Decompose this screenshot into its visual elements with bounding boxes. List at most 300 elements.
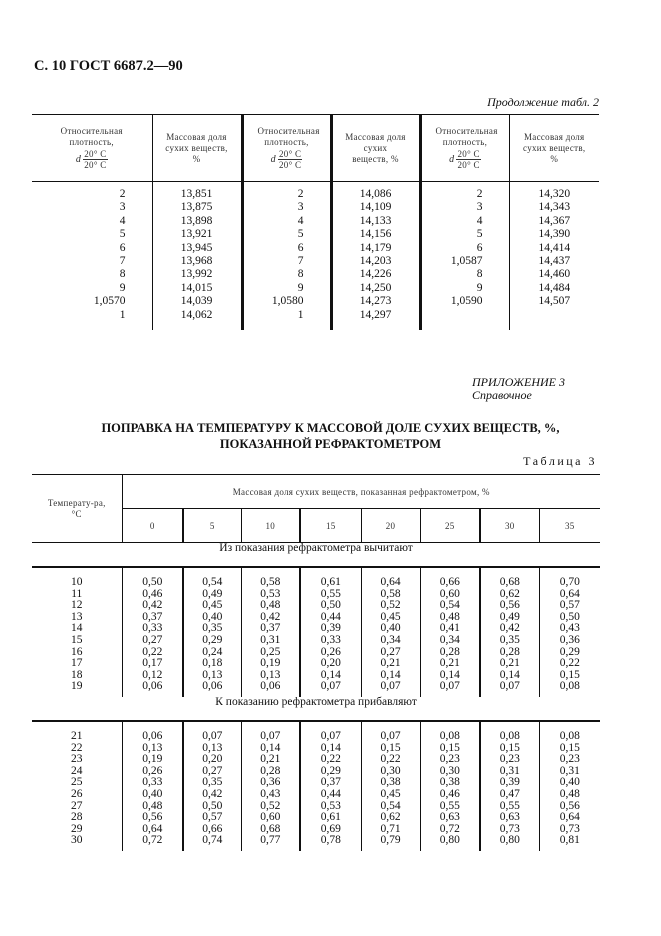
section-title: К показанию рефрактометра прибавляют <box>32 697 600 721</box>
temperature-cell: 10 <box>71 576 83 588</box>
mass-header <box>509 115 599 182</box>
continuation-label: Продолжение табл. 2 <box>487 95 599 109</box>
fraction-denominator: 20° C <box>278 160 302 170</box>
density-cell: 6 <box>119 241 126 254</box>
correction-cell: 0,48 <box>241 600 300 612</box>
column-header: 0 <box>122 509 183 543</box>
correction-cell: 0,71 <box>361 824 420 836</box>
table-row <box>32 754 600 766</box>
correction-cell: 0,40 <box>361 623 420 635</box>
column-header: 35 <box>539 509 600 543</box>
mass-cell: 13,851 <box>152 182 242 202</box>
table-row <box>32 268 599 281</box>
mass-cell: 13,968 <box>152 255 242 268</box>
correction-cell: 0,56 <box>539 801 600 813</box>
mass-cell: 14,226 <box>331 268 420 281</box>
temperature-fraction <box>83 149 107 170</box>
correction-cell: 0,14 <box>480 670 539 682</box>
density-cell: 9 <box>242 282 331 295</box>
temperature-cell: 23 <box>71 753 83 766</box>
density-header <box>32 115 152 182</box>
correction-cell: 0,15 <box>539 743 600 755</box>
temperature-cell: 16 <box>71 645 83 658</box>
density-cell: 1,0570 <box>93 295 126 308</box>
correction-cell: 0,39 <box>300 623 361 635</box>
mass-cell: 13,898 <box>152 215 242 228</box>
correction-cell: 0,22 <box>300 754 361 766</box>
correction-cell: 0,23 <box>539 754 600 766</box>
mass-cell: 14,414 <box>509 242 599 255</box>
mass-cell: 14,507 <box>509 295 599 308</box>
column-header: 30 <box>480 509 539 543</box>
correction-cell: 0,17 <box>122 658 183 670</box>
correction-cell: 0,25 <box>241 647 300 659</box>
correction-cell: 0,35 <box>183 777 241 789</box>
mass-cell: 14,109 <box>331 201 420 214</box>
temperature-cell: 17 <box>71 657 83 670</box>
column-header: 5 <box>183 509 241 543</box>
temperature-cell: 21 <box>71 729 83 742</box>
correction-cell: 0,80 <box>420 835 480 851</box>
table-row <box>32 255 599 268</box>
temperature-cell: 28 <box>71 811 83 824</box>
appendix-title <box>0 420 661 452</box>
density-cell: 1 <box>242 309 331 330</box>
density-cell: 8 <box>420 268 509 281</box>
correction-cell: 0,07 <box>300 681 361 697</box>
table-row <box>32 721 600 743</box>
section-title: Из показания рефрактометра вычитают <box>32 543 600 568</box>
correction-cell: 0,50 <box>122 567 183 589</box>
correction-cell: 0,33 <box>300 635 361 647</box>
correction-cell: 0,14 <box>420 670 480 682</box>
correction-cell: 0,61 <box>300 812 361 824</box>
mass-cell: 13,992 <box>152 268 242 281</box>
correction-cell: 0,19 <box>122 754 183 766</box>
correction-cell: 0,27 <box>361 647 420 659</box>
density-cell: 9 <box>119 281 126 294</box>
correction-cell: 0,07 <box>300 721 361 743</box>
correction-cell: 0,22 <box>361 754 420 766</box>
correction-cell: 0,07 <box>183 721 241 743</box>
correction-cell: 0,68 <box>241 824 300 836</box>
correction-cell: 0,80 <box>480 835 539 851</box>
density-cell: 3 <box>420 201 509 214</box>
temperature-cell: 14 <box>71 622 83 635</box>
density-cell: 4 <box>242 215 331 228</box>
correction-cell: 0,44 <box>300 789 361 801</box>
density-cell: 2 <box>420 182 509 202</box>
table-2 <box>32 114 599 330</box>
correction-cell: 0,64 <box>539 589 600 601</box>
correction-cell: 0,14 <box>300 670 361 682</box>
correction-cell: 0,28 <box>241 766 300 778</box>
density-cell: 2 <box>242 182 331 202</box>
mass-label: Массовая доля сухих веществ, % <box>345 131 406 164</box>
correction-cell: 0,33 <box>122 777 183 789</box>
correction-cell: 0,21 <box>480 658 539 670</box>
table-row <box>32 789 600 801</box>
table-row <box>32 658 600 670</box>
temperature-cell: 29 <box>71 822 83 835</box>
correction-cell: 0,07 <box>480 681 539 697</box>
fraction-numerator: 20° C <box>278 149 302 159</box>
density-cell: 1,0587 <box>420 255 509 268</box>
correction-cell: 0,42 <box>122 600 183 612</box>
mass-cell: 14,437 <box>509 255 599 268</box>
correction-cell: 0,70 <box>539 567 600 589</box>
correction-cell: 0,66 <box>183 824 241 836</box>
correction-cell: 0,61 <box>300 567 361 589</box>
fraction-numerator: 20° C <box>457 149 480 159</box>
correction-cell: 0,48 <box>539 789 600 801</box>
table-row <box>32 215 599 228</box>
correction-cell: 0,73 <box>539 824 600 836</box>
mass-cell <box>509 309 599 330</box>
correction-cell: 0,35 <box>480 635 539 647</box>
correction-cell: 0,63 <box>420 812 480 824</box>
density-cell: 5 <box>242 228 331 241</box>
mass-header <box>152 115 242 182</box>
correction-cell: 0,57 <box>183 812 241 824</box>
mass-cell: 14,133 <box>331 215 420 228</box>
correction-cell: 0,27 <box>122 635 183 647</box>
correction-cell: 0,55 <box>480 801 539 813</box>
correction-cell: 0,45 <box>361 789 420 801</box>
temperature-cell: 15 <box>71 633 83 646</box>
column-header: 25 <box>420 509 480 543</box>
density-cell: 1,0590 <box>420 295 509 308</box>
mass-cell: 14,367 <box>509 215 599 228</box>
correction-cell: 0,18 <box>183 658 241 670</box>
correction-cell: 0,14 <box>300 743 361 755</box>
correction-cell: 0,53 <box>300 801 361 813</box>
correction-cell: 0,62 <box>361 812 420 824</box>
mass-cell: 14,015 <box>152 282 242 295</box>
mass-cell: 14,343 <box>509 201 599 214</box>
correction-cell: 0,19 <box>241 658 300 670</box>
table-2-header-row <box>32 115 599 182</box>
temperature-fraction <box>278 149 302 170</box>
density-symbol: d <box>449 154 455 165</box>
appendix-number: ПРИЛОЖЕНИЕ 3 <box>472 375 565 389</box>
correction-cell: 0,15 <box>420 743 480 755</box>
correction-cell: 0,21 <box>420 658 480 670</box>
temperature-cell: 25 <box>71 776 83 789</box>
mass-cell: 13,921 <box>152 228 242 241</box>
mass-cell: 14,273 <box>331 295 420 308</box>
correction-cell: 0,26 <box>122 766 183 778</box>
correction-cell: 0,50 <box>300 600 361 612</box>
temperature-cell: 18 <box>71 668 83 681</box>
correction-cell: 0,45 <box>361 612 420 624</box>
correction-cell: 0,34 <box>420 635 480 647</box>
correction-cell: 0,64 <box>122 824 183 836</box>
correction-cell: 0,50 <box>539 612 600 624</box>
correction-cell: 0,56 <box>480 600 539 612</box>
correction-cell: 0,39 <box>480 777 539 789</box>
mass-cell: 14,062 <box>152 309 242 330</box>
section-row <box>32 543 600 568</box>
correction-cell: 0,72 <box>420 824 480 836</box>
temperature-cell: 13 <box>71 610 83 623</box>
correction-cell: 0,34 <box>361 635 420 647</box>
mass-cell: 14,203 <box>331 255 420 268</box>
table-row <box>32 242 599 255</box>
mass-cell: 13,875 <box>152 201 242 214</box>
table-row <box>32 681 600 697</box>
correction-cell: 0,08 <box>539 681 600 697</box>
temperature-fraction <box>456 149 480 170</box>
correction-cell: 0,13 <box>241 670 300 682</box>
correction-cell: 0,42 <box>241 612 300 624</box>
table-row <box>32 295 599 308</box>
correction-cell: 0,60 <box>420 589 480 601</box>
temperature-cell: 12 <box>71 599 83 612</box>
correction-cell: 0,69 <box>300 824 361 836</box>
density-cell: 9 <box>420 282 509 295</box>
correction-cell: 0,37 <box>300 777 361 789</box>
correction-cell: 0,41 <box>420 623 480 635</box>
correction-cell: 0,13 <box>183 743 241 755</box>
correction-cell: 0,58 <box>361 589 420 601</box>
correction-cell: 0,06 <box>241 681 300 697</box>
correction-cell: 0,68 <box>480 567 539 589</box>
correction-cell: 0,14 <box>241 743 300 755</box>
density-cell: 8 <box>119 268 126 281</box>
table-row <box>32 282 599 295</box>
mass-fraction-header: Массовая доля сухих веществ, показанная рефрактометром, % <box>122 475 600 509</box>
correction-cell: 0,29 <box>539 647 600 659</box>
density-cell <box>420 309 509 330</box>
correction-cell: 0,47 <box>480 789 539 801</box>
table-row <box>32 812 600 824</box>
correction-cell: 0,28 <box>480 647 539 659</box>
density-cell: 2 <box>119 188 126 200</box>
correction-cell: 0,12 <box>122 670 183 682</box>
table-row <box>32 182 599 202</box>
correction-cell: 0,54 <box>183 567 241 589</box>
correction-cell: 0,07 <box>420 681 480 697</box>
correction-cell: 0,21 <box>241 754 300 766</box>
correction-cell: 0,54 <box>420 600 480 612</box>
correction-cell: 0,08 <box>420 721 480 743</box>
appendix-type: Справочное <box>472 388 532 402</box>
correction-cell: 0,08 <box>539 721 600 743</box>
column-header: 15 <box>300 509 361 543</box>
correction-cell: 0,07 <box>361 681 420 697</box>
correction-cell: 0,73 <box>480 824 539 836</box>
correction-cell: 0,78 <box>300 835 361 851</box>
appendix-title-line: ПОКАЗАННОЙ РЕФРАКТОМЕТРОМ <box>219 437 442 451</box>
table-3-label: Таблица 3 <box>523 454 597 468</box>
correction-cell: 0,43 <box>539 623 600 635</box>
mass-cell: 14,179 <box>331 242 420 255</box>
correction-cell: 0,29 <box>183 635 241 647</box>
correction-cell: 0,20 <box>300 658 361 670</box>
correction-cell: 0,06 <box>183 681 241 697</box>
temperature-header: Температу-ра, °C <box>32 475 122 543</box>
correction-cell: 0,31 <box>241 635 300 647</box>
mass-cell: 14,250 <box>331 282 420 295</box>
mass-header <box>331 115 420 182</box>
correction-cell: 0,23 <box>480 754 539 766</box>
temperature-cell: 24 <box>71 764 83 777</box>
correction-cell: 0,06 <box>122 681 183 697</box>
mass-cell: 14,460 <box>509 268 599 281</box>
correction-cell: 0,13 <box>183 670 241 682</box>
mass-label: Массовая доля сухих веществ, % <box>523 131 586 164</box>
correction-cell: 0,62 <box>480 589 539 601</box>
correction-cell: 0,30 <box>420 766 480 778</box>
correction-cell: 0,29 <box>300 766 361 778</box>
correction-cell: 0,48 <box>420 612 480 624</box>
correction-cell: 0,23 <box>420 754 480 766</box>
correction-cell: 0,72 <box>122 835 183 851</box>
correction-cell: 0,46 <box>420 789 480 801</box>
correction-cell: 0,53 <box>241 589 300 601</box>
correction-cell: 0,28 <box>420 647 480 659</box>
correction-cell: 0,52 <box>241 801 300 813</box>
table-row <box>32 201 599 214</box>
correction-cell: 0,49 <box>183 589 241 601</box>
correction-cell: 0,60 <box>241 812 300 824</box>
correction-cell: 0,36 <box>241 777 300 789</box>
correction-cell: 0,42 <box>480 623 539 635</box>
correction-cell: 0,40 <box>539 777 600 789</box>
correction-cell: 0,07 <box>241 721 300 743</box>
mass-cell: 14,297 <box>331 309 420 330</box>
correction-cell: 0,36 <box>539 635 600 647</box>
correction-cell: 0,30 <box>361 766 420 778</box>
density-symbol: d <box>75 154 82 165</box>
section-row <box>32 697 600 721</box>
table-row <box>32 567 600 589</box>
correction-cell: 0,38 <box>361 777 420 789</box>
fraction-numerator: 20° C <box>84 149 107 159</box>
density-label: Относительная плотность, <box>60 126 123 147</box>
temperature-cell: 22 <box>71 741 83 754</box>
temperature-cell: 19 <box>71 680 83 693</box>
correction-cell: 0,74 <box>183 835 241 851</box>
table-row <box>32 228 599 241</box>
correction-cell: 0,56 <box>122 812 183 824</box>
table-row <box>32 635 600 647</box>
correction-cell: 0,26 <box>300 647 361 659</box>
mass-cell: 14,086 <box>331 182 420 202</box>
density-cell: 1 <box>119 308 126 321</box>
density-cell: 4 <box>119 214 126 227</box>
correction-cell: 0,31 <box>539 766 600 778</box>
table-row <box>32 309 599 330</box>
correction-cell: 0,42 <box>183 789 241 801</box>
correction-cell: 0,79 <box>361 835 420 851</box>
correction-cell: 0,15 <box>361 743 420 755</box>
correction-cell: 0,64 <box>539 812 600 824</box>
correction-cell: 0,52 <box>361 600 420 612</box>
correction-cell: 0,15 <box>539 670 600 682</box>
table-row <box>32 835 600 851</box>
correction-cell: 0,35 <box>183 623 241 635</box>
correction-cell: 0,57 <box>539 600 600 612</box>
density-cell: 7 <box>119 255 126 268</box>
column-header: 20 <box>361 509 420 543</box>
correction-cell: 0,38 <box>420 777 480 789</box>
correction-cell: 0,22 <box>539 658 600 670</box>
fraction-denominator: 20° C <box>457 160 480 170</box>
mass-cell: 14,039 <box>152 295 242 308</box>
correction-cell: 0,33 <box>122 623 183 635</box>
correction-cell: 0,64 <box>361 567 420 589</box>
mass-cell: 14,156 <box>331 228 420 241</box>
correction-cell: 0,14 <box>361 670 420 682</box>
temperature-cell: 30 <box>71 834 83 847</box>
temperature-cell: 27 <box>71 799 83 812</box>
correction-cell: 0,37 <box>241 623 300 635</box>
correction-cell: 0,46 <box>122 589 183 601</box>
correction-cell: 0,49 <box>480 612 539 624</box>
correction-cell: 0,24 <box>183 647 241 659</box>
correction-cell: 0,58 <box>241 567 300 589</box>
correction-cell: 0,48 <box>122 801 183 813</box>
correction-cell: 0,40 <box>122 789 183 801</box>
density-header <box>242 115 331 182</box>
temperature-cell: 11 <box>71 587 83 600</box>
mass-label: Массовая доля сухих веществ, % <box>165 131 228 164</box>
temperature-cell: 26 <box>71 787 83 800</box>
density-label: Относительная плотность, <box>435 126 498 147</box>
density-symbol: d <box>270 154 276 165</box>
mass-cell: 14,320 <box>509 182 599 202</box>
correction-cell: 0,15 <box>480 743 539 755</box>
correction-cell: 0,44 <box>300 612 361 624</box>
correction-cell: 0,31 <box>480 766 539 778</box>
correction-cell: 0,43 <box>241 789 300 801</box>
correction-cell: 0,21 <box>361 658 420 670</box>
appendix-label <box>472 376 565 402</box>
density-header <box>420 115 509 182</box>
correction-cell: 0,20 <box>183 754 241 766</box>
correction-cell: 0,22 <box>122 647 183 659</box>
table-3 <box>32 474 600 851</box>
table-3-header-row <box>32 475 600 509</box>
density-cell: 5 <box>119 228 126 241</box>
fraction-denominator: 20° C <box>84 160 107 170</box>
column-header: 10 <box>241 509 300 543</box>
correction-cell: 0,63 <box>480 812 539 824</box>
density-cell: 5 <box>420 228 509 241</box>
correction-cell: 0,77 <box>241 835 300 851</box>
density-cell: 7 <box>242 255 331 268</box>
correction-cell: 0,81 <box>539 835 600 851</box>
density-cell: 1,0580 <box>242 295 331 308</box>
correction-cell: 0,55 <box>420 801 480 813</box>
density-cell: 3 <box>242 201 331 214</box>
mass-cell: 13,945 <box>152 242 242 255</box>
density-cell: 6 <box>420 242 509 255</box>
correction-cell: 0,40 <box>183 612 241 624</box>
correction-cell: 0,54 <box>361 801 420 813</box>
appendix-title-line: ПОПРАВКА НА ТЕМПЕРАТУРУ К МАССОВОЙ ДОЛЕ СУХИХ ВЕЩЕСТВ, %, <box>101 421 560 435</box>
mass-cell: 14,484 <box>509 282 599 295</box>
correction-cell: 0,55 <box>300 589 361 601</box>
density-cell: 6 <box>242 242 331 255</box>
density-cell: 3 <box>119 201 126 214</box>
density-cell: 4 <box>420 215 509 228</box>
correction-cell: 0,07 <box>361 721 420 743</box>
density-cell: 8 <box>242 268 331 281</box>
mass-cell: 14,390 <box>509 228 599 241</box>
